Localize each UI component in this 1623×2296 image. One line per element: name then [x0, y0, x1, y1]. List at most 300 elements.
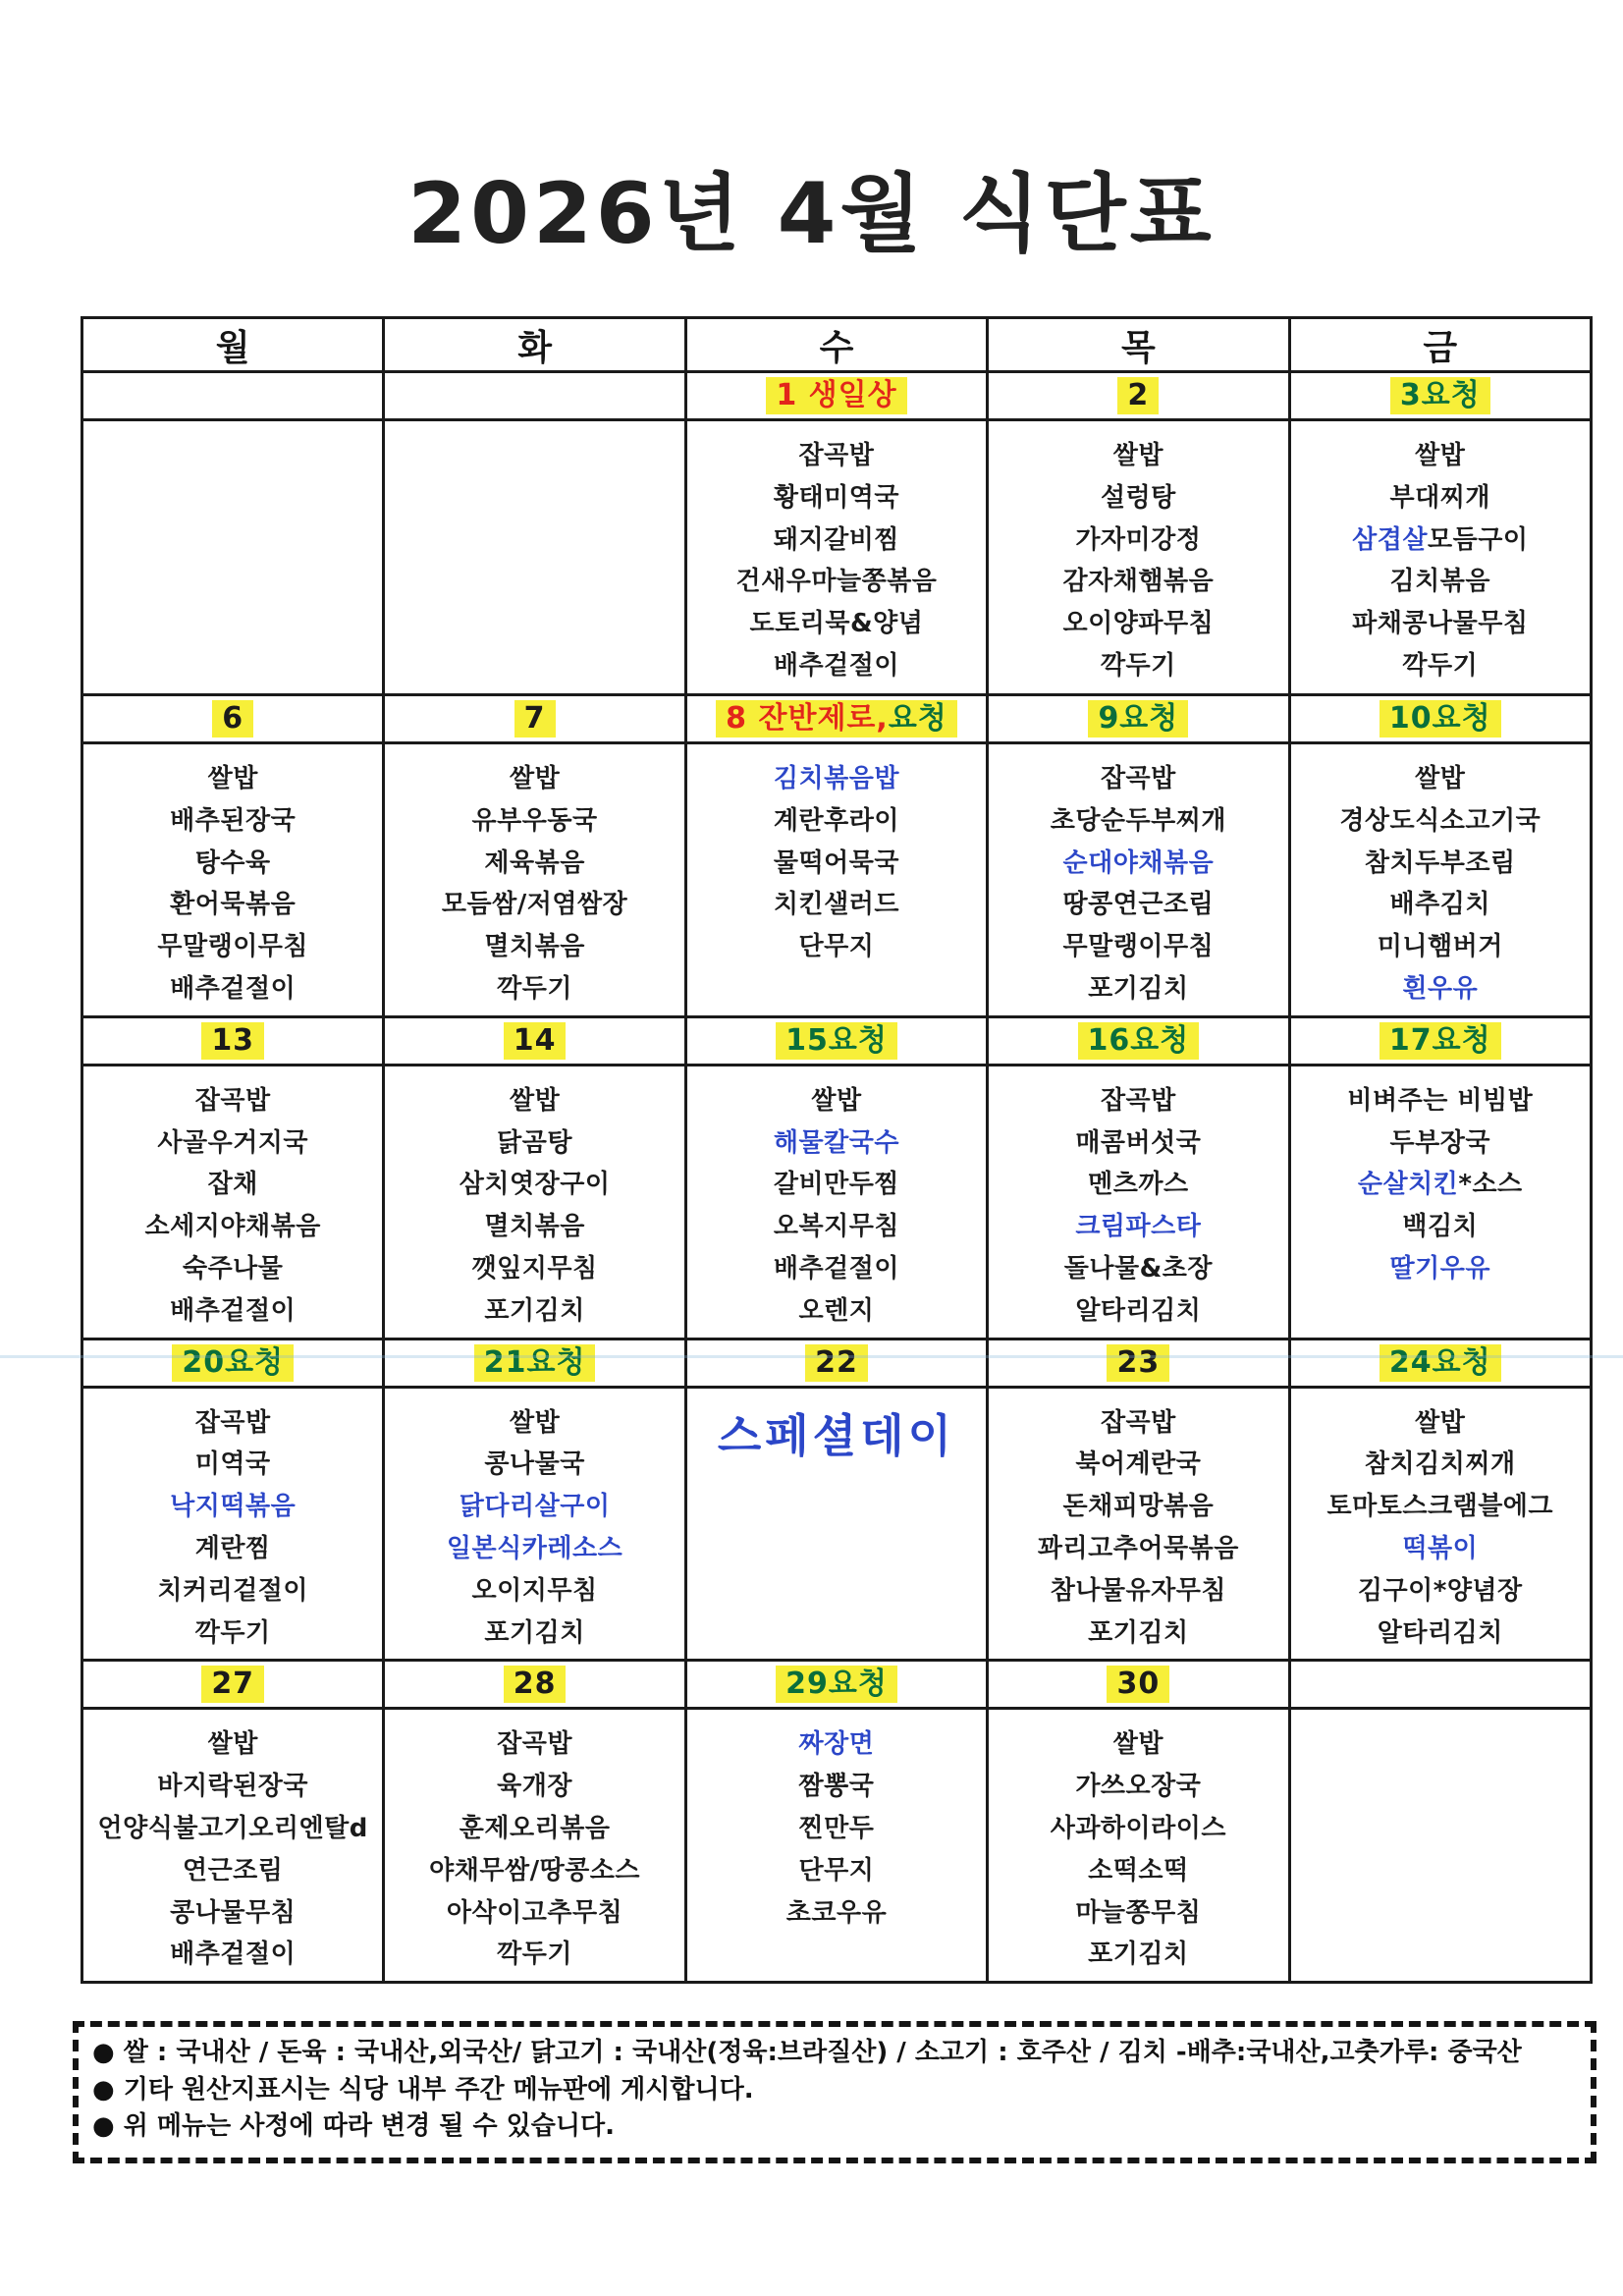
- menu-cell: [384, 1709, 685, 1983]
- menu-item: [989, 1295, 1287, 1329]
- date-cell: [384, 372, 685, 420]
- menu-item: [83, 1449, 382, 1482]
- menu-item: [1291, 1449, 1590, 1482]
- date-row: [82, 1016, 1592, 1065]
- text-segment: 미니햄버거: [1377, 932, 1503, 962]
- date-label: [766, 377, 906, 414]
- text-segment: 갈비만두찜: [773, 1170, 900, 1200]
- text-segment: 깍두기: [497, 973, 573, 1004]
- text-segment: 건새우마늘쫑볶음: [735, 567, 938, 597]
- menu-item: [83, 1728, 382, 1762]
- menu-item: [687, 440, 986, 473]
- text-segment: 14: [513, 1022, 557, 1058]
- special-day-cell: [685, 1387, 987, 1661]
- text-segment: 미역국: [194, 1449, 271, 1480]
- menu-cell: [1289, 743, 1591, 1017]
- text-segment: 딸기우유: [1389, 1253, 1491, 1284]
- menu-item: [687, 1855, 986, 1888]
- text-segment: 27: [211, 1667, 255, 1702]
- text-segment: *소스: [1458, 1170, 1523, 1200]
- menu-item: [1291, 1085, 1590, 1119]
- text-segment: 소떡소떡: [1088, 1855, 1189, 1886]
- text-segment: 숙주나물: [182, 1253, 284, 1284]
- menu-item: [385, 1533, 683, 1566]
- menu-item: [687, 1211, 986, 1244]
- text-segment: 포기김치: [1088, 1940, 1189, 1970]
- date-cell: [82, 1016, 384, 1065]
- menu-item: [989, 1127, 1287, 1161]
- text-segment: 삼겹살: [1352, 524, 1428, 555]
- menu-item: [83, 1491, 382, 1524]
- text-segment: 단무지: [798, 1855, 875, 1886]
- menu-item: [687, 1771, 986, 1804]
- date-label: [201, 1666, 264, 1703]
- text-segment: 배추겉절이: [773, 1253, 900, 1284]
- text-segment: 야채무쌈/땅콩소스: [429, 1855, 641, 1886]
- menu-item: [385, 1085, 683, 1119]
- date-label: [776, 1666, 897, 1703]
- text-segment: 짬뽕국: [798, 1772, 875, 1802]
- text-segment: 짜장면: [798, 1729, 875, 1760]
- menu-row: [82, 743, 1592, 1017]
- text-segment: 탕수육: [194, 847, 271, 878]
- date-cell: [1289, 1661, 1591, 1709]
- text-segment: 연근조림: [182, 1855, 284, 1886]
- menu-item: [989, 1449, 1287, 1482]
- date-cell: [82, 1661, 384, 1709]
- menu-item: [385, 805, 683, 839]
- menu-item: [687, 1897, 986, 1931]
- text-segment: 배추된장국: [170, 805, 297, 836]
- menu-item: [385, 1897, 683, 1931]
- menu-item: [1291, 608, 1590, 641]
- menu-item: [1291, 889, 1590, 922]
- menu-item: [1291, 1533, 1590, 1566]
- text-segment: 소세지야채볶음: [144, 1212, 321, 1242]
- menu-item: [989, 1533, 1287, 1566]
- text-segment: 쌀밥: [1112, 441, 1163, 470]
- text-segment: 계란찜: [194, 1533, 271, 1563]
- menu-item: [385, 1575, 683, 1609]
- footer-line: ● 기타 원산지표시는 식당 내부 주간 메뉴판에 게시합니다.: [92, 2074, 754, 2105]
- date-cell: [685, 1661, 987, 1709]
- menu-item: [687, 763, 986, 796]
- text-segment: 16요청: [1087, 1022, 1190, 1058]
- date-label: [201, 1022, 264, 1060]
- text-segment: 오이양파무침: [1062, 609, 1215, 639]
- text-segment: 29요청: [785, 1667, 888, 1702]
- menu-item: [83, 973, 382, 1007]
- date-cell: [1289, 372, 1591, 420]
- menu-cell: [1289, 1387, 1591, 1661]
- menu-item: [687, 1295, 986, 1329]
- text-segment: 가쓰오장국: [1075, 1772, 1202, 1802]
- text-segment: 치커리겉절이: [157, 1575, 309, 1606]
- menu-item: [83, 1295, 382, 1329]
- weekday-header-row: [82, 318, 1592, 372]
- menu-item: [989, 482, 1287, 516]
- text-segment: 사과하이라이스: [1050, 1813, 1227, 1843]
- footer-line: ● 위 메뉴는 사정에 따라 변경 될 수 있습니다.: [92, 2111, 615, 2142]
- date-cell: [82, 695, 384, 743]
- menu-item: [989, 608, 1287, 641]
- menu-cell: [988, 1387, 1289, 1661]
- text-segment: 잡채: [207, 1170, 258, 1200]
- menu-item: [687, 608, 986, 641]
- text-segment: 깍두기: [497, 1940, 573, 1970]
- text-segment: 계란후라이: [773, 805, 900, 836]
- date-cell: [1289, 1339, 1591, 1387]
- page-title: 2026년 4월 식단표: [407, 165, 1216, 263]
- text-segment: 김치볶음: [1389, 567, 1491, 597]
- text-segment: 2: [1127, 378, 1150, 412]
- footer-line: ● 쌀 : 국내산 / 돈육 : 국내산,외국산/ 닭고기 : 국내산(정육:브라질산) / 소고기 : 호주산 / 김치 -배추:국내산,고춧가루: 중국산: [92, 2038, 1522, 2067]
- date-label: [716, 700, 957, 738]
- menu-item: [989, 1617, 1287, 1651]
- menu-item: [83, 1407, 382, 1441]
- menu-item: [989, 973, 1287, 1007]
- date-cell: [1289, 1016, 1591, 1065]
- menu-item: [989, 1407, 1287, 1441]
- text-segment: 돈채피망볶음: [1062, 1492, 1215, 1522]
- text-segment: 잡곡밥: [194, 1085, 271, 1116]
- date-label: [504, 1022, 567, 1060]
- text-segment: 바지락된장국: [157, 1772, 309, 1802]
- text-segment: 잡곡밥: [798, 441, 875, 470]
- date-cell: [384, 695, 685, 743]
- menu-item: [83, 1085, 382, 1119]
- menu-row: [82, 1387, 1592, 1661]
- menu-item: [989, 1253, 1287, 1286]
- text-segment: 훈제오리볶음: [459, 1813, 611, 1843]
- menu-item: [385, 889, 683, 922]
- date-row: [82, 1661, 1592, 1709]
- text-segment: 유부우동국: [471, 805, 598, 836]
- text-segment: 돌나물&초장: [1063, 1253, 1213, 1284]
- date-cell: [82, 1339, 384, 1387]
- menu-item: [687, 1127, 986, 1161]
- menu-cell: [1289, 1065, 1591, 1339]
- text-segment: 일본식카레소스: [446, 1533, 623, 1563]
- menu-item: [83, 1169, 382, 1202]
- text-segment: 쌀밥: [1415, 1407, 1466, 1438]
- text-segment: 멸치볶음: [484, 1212, 585, 1242]
- date-label: [776, 1022, 897, 1060]
- text-segment: 도토리묵&양념: [749, 609, 924, 639]
- meal-table: [81, 316, 1593, 1984]
- menu-item: [83, 1575, 382, 1609]
- menu-cell: [82, 743, 384, 1017]
- menu-cell: [82, 1387, 384, 1661]
- menu-item: [687, 931, 986, 964]
- text-segment: 김구이*양념장: [1357, 1575, 1523, 1606]
- menu-item: [1291, 1211, 1590, 1244]
- menu-item: [687, 566, 986, 599]
- date-label: [1380, 1022, 1501, 1060]
- text-segment: 10요청: [1388, 701, 1491, 736]
- menu-item: [1291, 1253, 1590, 1286]
- date-cell: [988, 372, 1289, 420]
- text-segment: 22: [815, 1344, 858, 1380]
- text-segment: 사골우거지국: [157, 1127, 309, 1158]
- menu-item: [989, 763, 1287, 796]
- text-segment: 21요청: [483, 1344, 586, 1380]
- menu-item: [1291, 440, 1590, 473]
- text-segment: 배추겉절이: [773, 650, 900, 681]
- text-segment: 쌀밥: [1415, 764, 1466, 793]
- text-segment: 경상도식소고기국: [1339, 805, 1542, 836]
- text-segment: 아삭이고추무침: [446, 1897, 623, 1928]
- weekday-header: 금: [1289, 318, 1591, 372]
- date-label: [1078, 1022, 1200, 1060]
- menu-item: [989, 566, 1287, 599]
- menu-item: [1291, 482, 1590, 516]
- date-row: [82, 1339, 1592, 1387]
- text-segment: 잡곡밥: [497, 1729, 573, 1760]
- menu-item: [385, 1491, 683, 1524]
- text-segment: 배추김치: [1389, 890, 1491, 920]
- text-segment: 감자채햄볶음: [1062, 567, 1215, 597]
- text-segment: 쌀밥: [509, 1407, 561, 1438]
- text-segment: 잡곡밥: [194, 1407, 271, 1438]
- text-segment: 육개장: [497, 1772, 573, 1802]
- menu-item: [687, 889, 986, 922]
- menu-item: [385, 1813, 683, 1846]
- menu-item: [385, 1855, 683, 1888]
- text-segment: 배추겉절이: [170, 1295, 297, 1326]
- menu-item: [83, 805, 382, 839]
- footer-notice: [73, 2021, 1596, 2163]
- text-segment: 단무지: [798, 932, 875, 962]
- text-segment: 김치볶음밥: [773, 764, 900, 793]
- menu-item: [1291, 1169, 1590, 1202]
- menu-item: [385, 1211, 683, 1244]
- text-segment: 요청: [888, 701, 947, 736]
- menu-item: [385, 1127, 683, 1161]
- text-segment: 환어묵볶음: [170, 890, 297, 920]
- text-segment: 1 생일상: [776, 378, 897, 412]
- text-segment: 9요청: [1098, 701, 1179, 736]
- text-segment: 24요청: [1388, 1344, 1491, 1380]
- text-segment: 쌀밥: [1415, 441, 1466, 470]
- text-segment: 참치두부조림: [1364, 847, 1516, 878]
- text-segment: 마늘쫑무침: [1075, 1897, 1202, 1928]
- menu-item: [83, 931, 382, 964]
- menu-item: [1291, 524, 1590, 558]
- date-cell: [988, 1339, 1289, 1387]
- menu-item: [385, 931, 683, 964]
- date-cell: [988, 695, 1289, 743]
- menu-item: [687, 1728, 986, 1762]
- text-segment: 쌀밥: [1112, 1729, 1163, 1760]
- menu-item: [989, 1855, 1287, 1888]
- text-segment: 20요청: [182, 1344, 285, 1380]
- text-segment: 알타리김치: [1075, 1295, 1202, 1326]
- menu-item: [385, 763, 683, 796]
- text-segment: 설렁탕: [1100, 482, 1176, 513]
- menu-item: [385, 1728, 683, 1762]
- menu-item: [83, 1813, 382, 1846]
- text-segment: 모듬쌈/저염쌈장: [441, 890, 628, 920]
- text-segment: 쌀밥: [509, 1085, 561, 1116]
- menu-item: [989, 1575, 1287, 1609]
- weekday-header: 월: [82, 318, 384, 372]
- menu-item: [989, 1211, 1287, 1244]
- menu-item: [1291, 650, 1590, 683]
- menu-item: [385, 847, 683, 881]
- menu-item: [1291, 566, 1590, 599]
- text-segment: 비벼주는 비빔밥: [1347, 1085, 1534, 1116]
- weekday-header: 화: [384, 318, 685, 372]
- date-cell: [1289, 695, 1591, 743]
- date-label: [1380, 1344, 1501, 1382]
- text-segment: 잡곡밥: [1100, 1407, 1176, 1438]
- menu-cell: [82, 420, 384, 695]
- menu-item: [83, 1211, 382, 1244]
- menu-item: [385, 1407, 683, 1441]
- text-segment: 꽈리고추어묵볶음: [1037, 1533, 1239, 1563]
- date-cell: [384, 1339, 685, 1387]
- date-label: [172, 1344, 294, 1382]
- text-segment: 참나물유자무침: [1050, 1575, 1227, 1606]
- text-segment: 포기김치: [1088, 973, 1189, 1004]
- menu-item: [687, 1407, 986, 1466]
- menu-item: [989, 931, 1287, 964]
- date-label: [1107, 1666, 1169, 1703]
- text-segment: 찐만두: [798, 1813, 875, 1843]
- menu-item: [1291, 973, 1590, 1007]
- menu-item: [989, 1939, 1287, 1972]
- text-segment: 무말랭이무침: [1062, 932, 1215, 962]
- menu-cell: [685, 743, 987, 1017]
- text-segment: 북어계란국: [1075, 1449, 1202, 1480]
- menu-item: [385, 1939, 683, 1972]
- menu-cell: [685, 1709, 987, 1983]
- text-segment: 잡곡밥: [1100, 1085, 1176, 1116]
- menu-item: [989, 440, 1287, 473]
- date-label: [1107, 1344, 1169, 1382]
- text-segment: 떡볶이: [1402, 1533, 1479, 1563]
- text-segment: 오복지무침: [773, 1212, 900, 1242]
- menu-item: [83, 1127, 382, 1161]
- menu-item: [385, 1253, 683, 1286]
- menu-item: [989, 650, 1287, 683]
- menu-item: [989, 1728, 1287, 1762]
- text-segment: 15요청: [785, 1022, 888, 1058]
- menu-row: [82, 1065, 1592, 1339]
- text-segment: 파채콩나물무침: [1352, 609, 1529, 639]
- menu-item: [1291, 847, 1590, 881]
- date-row: [82, 372, 1592, 420]
- text-segment: 초당순두부찌개: [1050, 805, 1227, 836]
- text-segment: 깍두기: [1402, 650, 1479, 681]
- menu-item: [385, 1169, 683, 1202]
- text-segment: 오이지무침: [471, 1575, 598, 1606]
- date-label: [1390, 377, 1490, 414]
- text-segment: 포기김치: [1088, 1617, 1189, 1648]
- date-label: [514, 700, 556, 738]
- date-cell: [384, 1016, 685, 1065]
- text-segment: 크림파스타: [1075, 1212, 1202, 1242]
- text-segment: 땅콩연근조림: [1062, 890, 1215, 920]
- date-label: [474, 1344, 596, 1382]
- menu-cell: [384, 743, 685, 1017]
- menu-item: [1291, 805, 1590, 839]
- menu-item: [989, 1813, 1287, 1846]
- text-segment: 7: [523, 701, 546, 736]
- menu-item: [989, 1771, 1287, 1804]
- menu-item: [385, 973, 683, 1007]
- menu-item: [687, 1253, 986, 1286]
- menu-cell: [1289, 420, 1591, 695]
- text-segment: 포기김치: [484, 1617, 585, 1648]
- text-segment: 돼지갈비찜: [773, 524, 900, 555]
- date-label: [504, 1666, 567, 1703]
- menu-item: [687, 1169, 986, 1202]
- menu-item: [83, 1253, 382, 1286]
- text-segment: 오렌지: [798, 1295, 875, 1326]
- weekday-header: 목: [988, 318, 1289, 372]
- text-segment: 배추겉절이: [170, 973, 297, 1004]
- menu-item: [83, 889, 382, 922]
- menu-item: [989, 1085, 1287, 1119]
- menu-cell: [384, 1387, 685, 1661]
- text-segment: 30: [1116, 1667, 1161, 1702]
- text-segment: 언양식불고기오리엔탈d: [97, 1813, 368, 1843]
- menu-item: [83, 1897, 382, 1931]
- menu-item: [1291, 1407, 1590, 1441]
- text-segment: 깻잎지무침: [471, 1253, 598, 1284]
- weekday-header: 수: [685, 318, 987, 372]
- date-cell: [685, 1339, 987, 1387]
- menu-row: [82, 420, 1592, 695]
- text-segment: 쌀밥: [509, 764, 561, 793]
- menu-item: [1291, 1491, 1590, 1524]
- text-segment: 두부장국: [1389, 1127, 1491, 1158]
- text-segment: 17요청: [1388, 1022, 1491, 1058]
- text-segment: 낙지떡볶음: [170, 1492, 297, 1522]
- text-segment: 콩나물무침: [170, 1897, 297, 1928]
- scan-artifact-line: [0, 1355, 1623, 1358]
- text-segment: 삼치엿장구이: [459, 1170, 611, 1200]
- menu-item: [83, 1855, 382, 1888]
- date-cell: [988, 1661, 1289, 1709]
- text-segment: 쌀밥: [207, 1729, 258, 1760]
- menu-item: [687, 524, 986, 558]
- text-segment: 멸치볶음: [484, 932, 585, 962]
- text-segment: 배추겉절이: [170, 1940, 297, 1970]
- menu-cell: [384, 420, 685, 695]
- menu-item: [1291, 1617, 1590, 1651]
- text-segment: 8 잔반제로,: [726, 701, 889, 736]
- menu-cell: [82, 1709, 384, 1983]
- menu-item: [385, 1771, 683, 1804]
- menu-item: [687, 805, 986, 839]
- menu-item: [385, 1449, 683, 1482]
- date-row: [82, 695, 1592, 743]
- text-segment: 멘츠까스: [1088, 1170, 1189, 1200]
- menu-item: [1291, 1127, 1590, 1161]
- text-segment: 닭다리살구이: [459, 1492, 611, 1522]
- menu-item: [83, 1939, 382, 1972]
- menu-item: [83, 763, 382, 796]
- text-segment: 흰우유: [1402, 973, 1479, 1004]
- meal-table-body: [82, 372, 1592, 1983]
- menu-item: [687, 1085, 986, 1119]
- menu-item: [385, 1617, 683, 1651]
- text-segment: 무말랭이무침: [157, 932, 309, 962]
- text-segment: 스페셜데이: [717, 1408, 956, 1462]
